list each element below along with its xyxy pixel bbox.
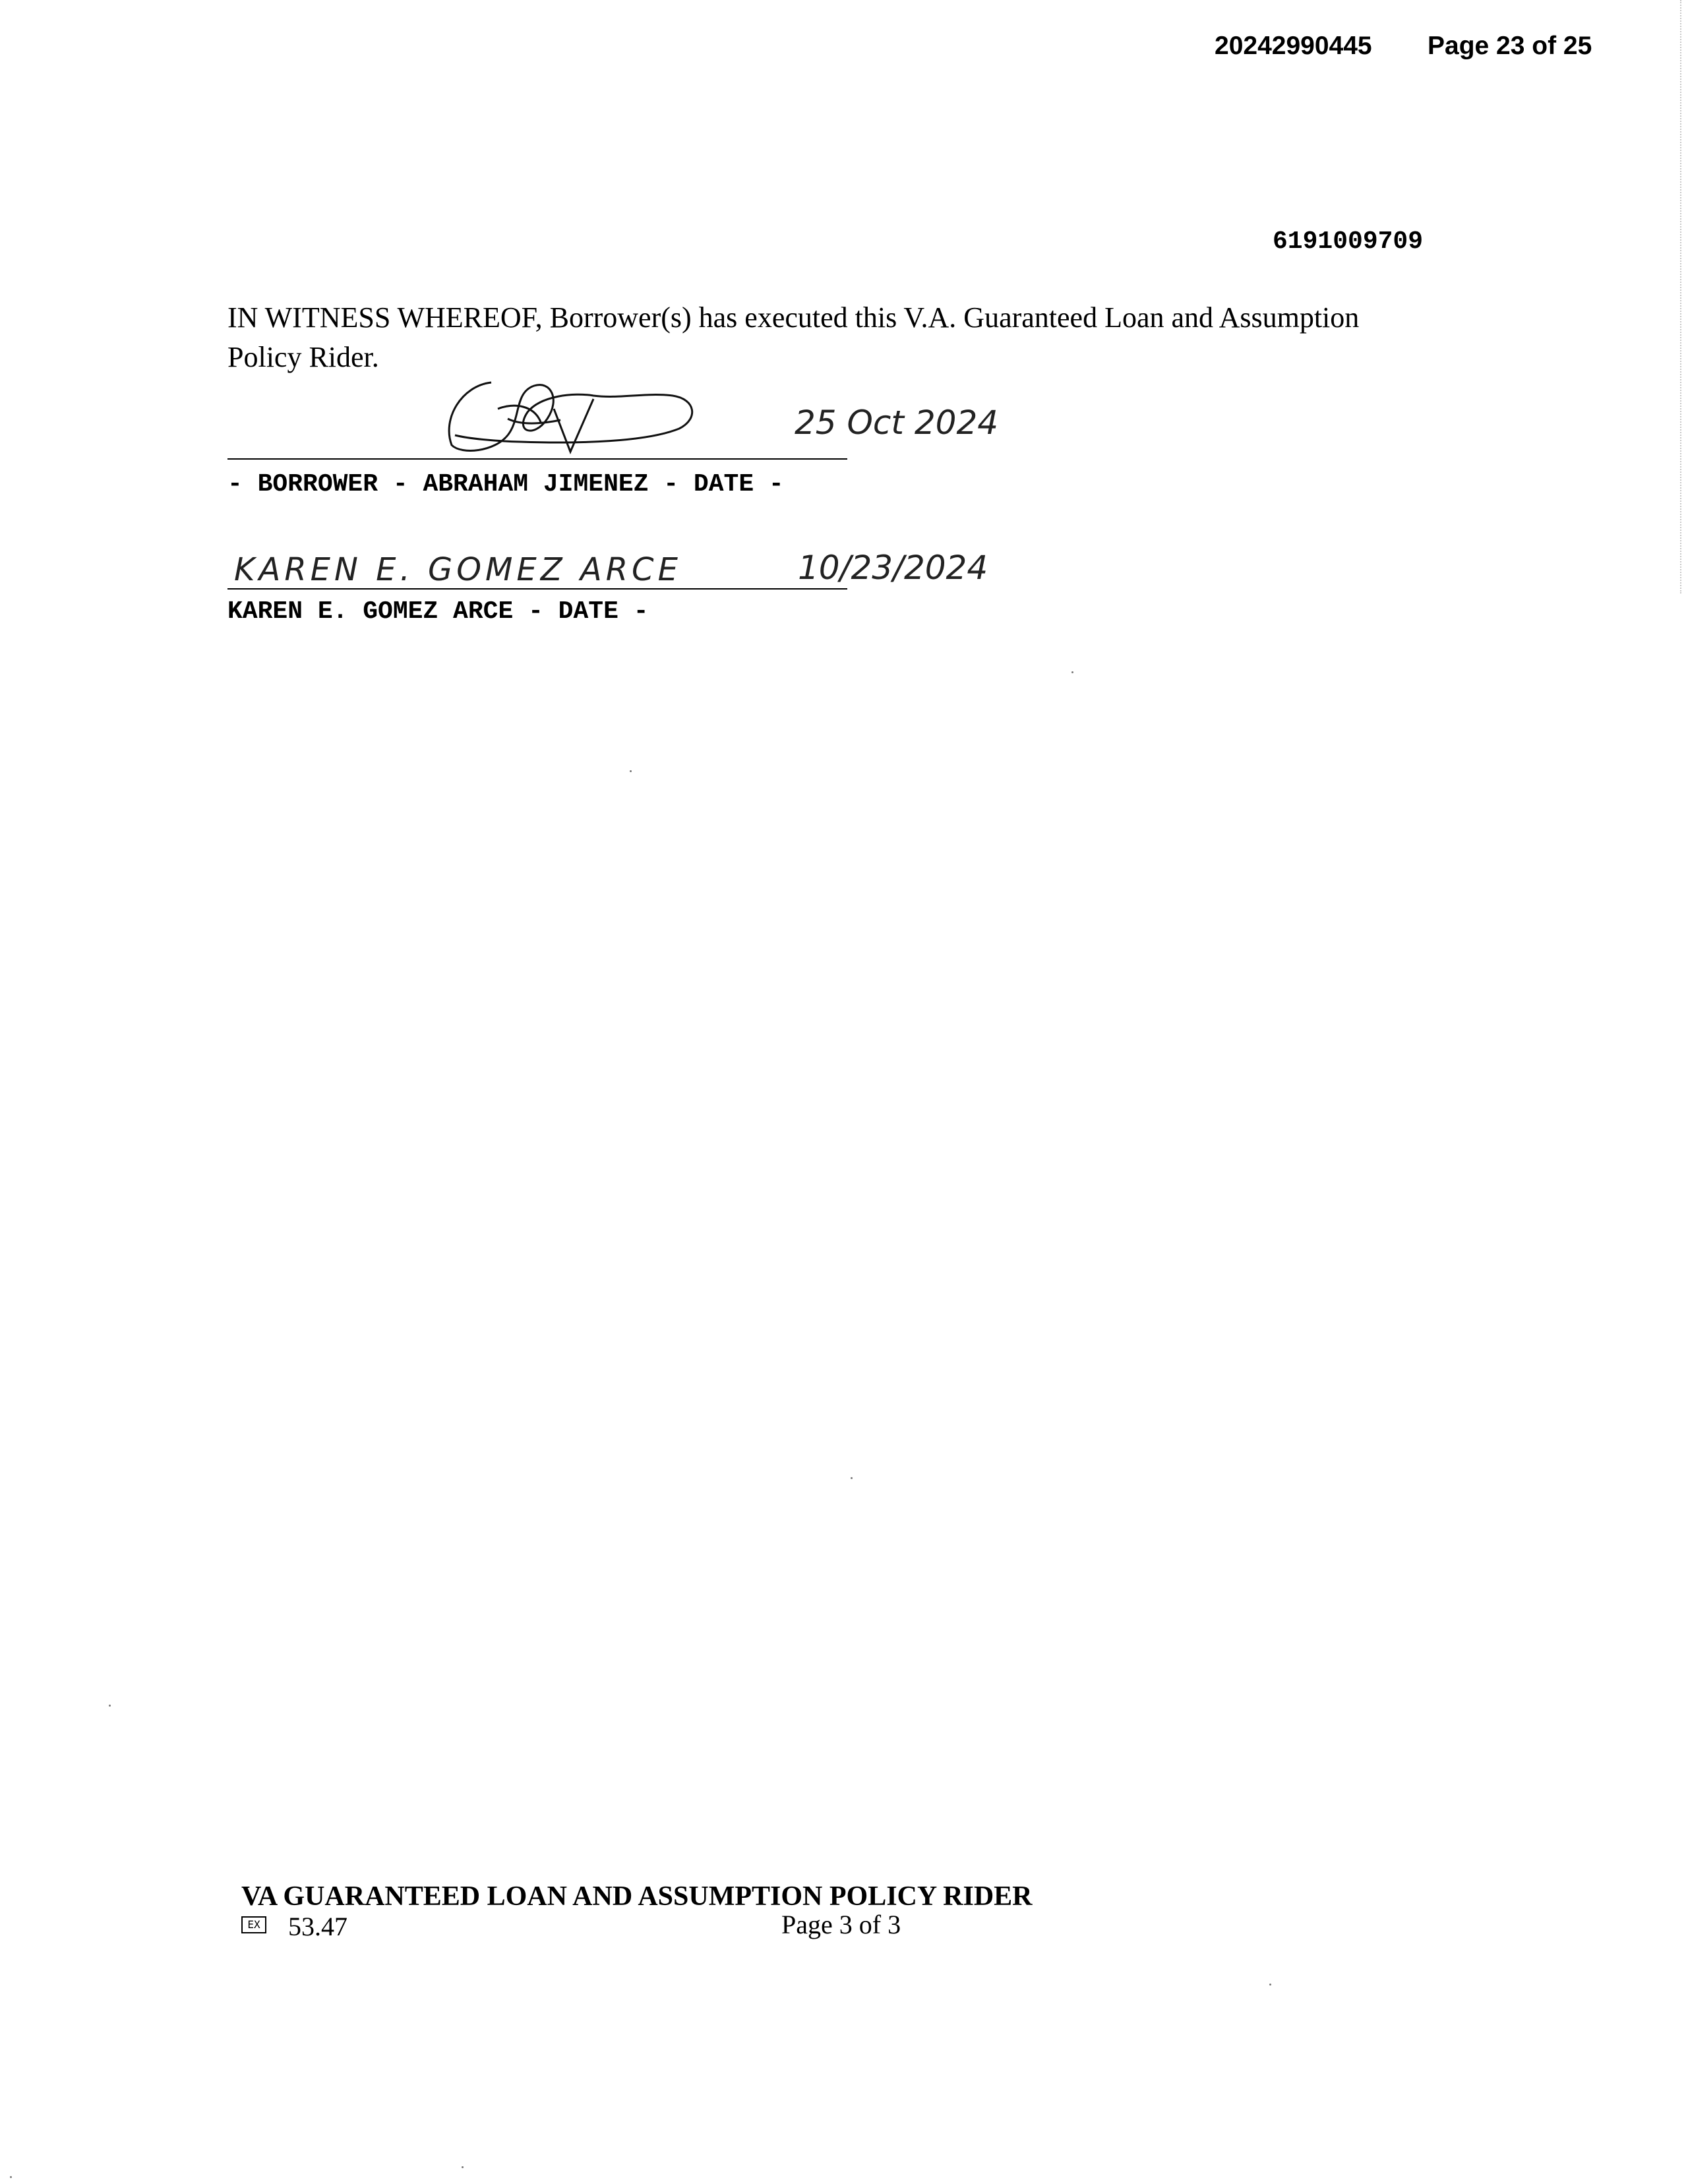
witness-statement-line1: IN WITNESS WHEREOF, Borrower(s) has executed this V.A. Guaranteed Loan and Assumption <box>227 301 1360 334</box>
borrower-signature-label: - BORROWER - ABRAHAM JIMENEZ - DATE - <box>227 470 784 499</box>
scan-speck <box>851 1477 853 1479</box>
page-indicator: Page 23 of 25 <box>1428 32 1592 60</box>
scan-speck <box>630 770 632 772</box>
co-borrower-handwritten-name: KAREN E. GOMEZ ARCE <box>234 551 682 588</box>
ex-form-icon: EX <box>241 1916 266 1933</box>
co-borrower-handwritten-date: 10/23/2024 <box>798 549 988 587</box>
loan-number: 6191009709 <box>1273 228 1424 256</box>
co-borrower-signature-label: KAREN E. GOMEZ ARCE - DATE - <box>227 597 649 626</box>
co-borrower-signature-line <box>227 588 847 590</box>
form-number: 53.47 <box>288 1912 347 1941</box>
borrower-signature-scribble <box>435 373 712 458</box>
footer-title: VA GUARANTEED LOAN AND ASSUMPTION POLICY RIDER <box>241 1881 1033 1912</box>
witness-statement-line2: Policy Rider. <box>227 341 379 373</box>
borrower-handwritten-date: 25 Oct 2024 <box>795 404 999 442</box>
footer-page-number: Page 3 of 3 <box>781 1910 901 1939</box>
scan-speck <box>1269 1984 1271 1986</box>
scan-speck <box>109 1705 111 1707</box>
scan-speck <box>10 2176 12 2178</box>
scan-edge-artifact <box>1680 0 1688 593</box>
recording-number: 20242990445 <box>1215 32 1372 60</box>
scan-speck <box>462 2166 464 2168</box>
borrower-signature-line <box>227 458 847 460</box>
scan-speck <box>1071 671 1073 673</box>
